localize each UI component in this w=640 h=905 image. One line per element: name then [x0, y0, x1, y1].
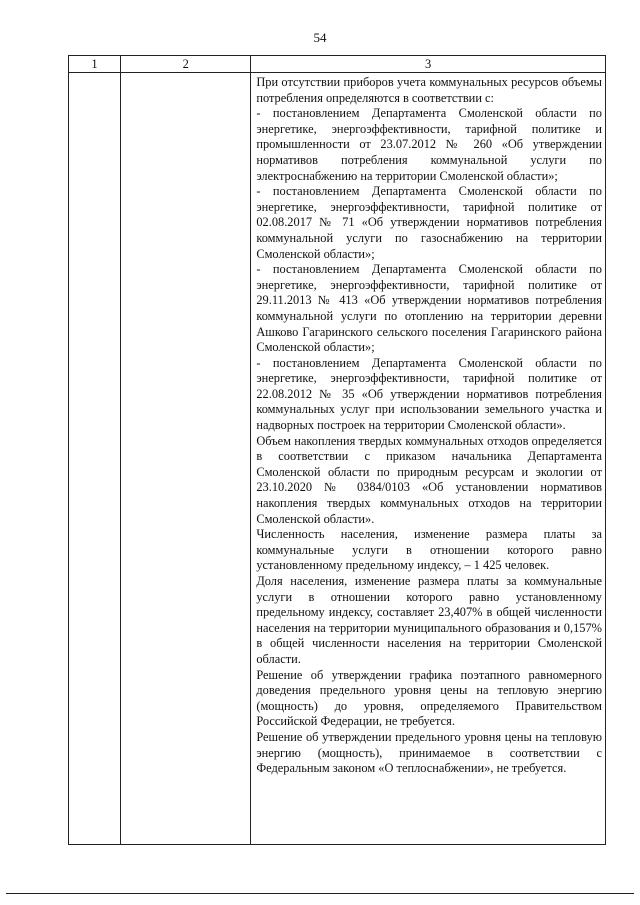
paragraph-population-share: Доля населения, изменение размера платы за коммунальные услуги в отношении которого равно установленному предельному индексу, составляет 23,407% в общей численности населения на территории муниципального образования и 0,157% в общей численности населения на территории Смоленской области. — [256, 574, 602, 666]
paragraph-heat-price-limit: Решение об утверждении предельного уровня цены на тепловую энергию (мощность), принимаемое в соответствии с Федеральным законом «О теплоснабжении», не требуется. — [256, 729, 602, 776]
table-header-row — [69, 56, 606, 73]
paragraph-gas-resolution: - постановлением Департамента Смоленской области по энергетике, энергоэффективности, тарифной политике от 02.08.2017 № 71 «Об утверждении нормативов потребления коммунальной услуги по газоснабжению на территории Смоленской области»; — [256, 184, 602, 261]
column-3-cell — [251, 73, 606, 845]
paragraph-waste-accumulation: Объем накопления твердых коммунальных отходов определяется в соответствии с приказом начальника Департамента Смоленской области по природным ресурсам и экологии от 23.10.2020 № 0384/0103 «Об установлении нормативов накопления твердых коммунальных отходов на территории Смоленской области». — [256, 433, 602, 526]
paragraph-population-count: Численность населения, изменение размера платы за коммунальные услуги в отношении которого равно установленному предельному индексу, – 1 425 человек. — [256, 527, 602, 573]
bottom-rule — [6, 893, 634, 894]
paragraph-electricity-resolution: - постановлением Департамента Смоленской области по энергетике, энергоэффективности, тарифной политике и промышленности от 23.07.2012 № 260 «Об утверждении нормативов потребления коммунальной услуги по электроснабжению на территории Смоленской области»; — [256, 106, 602, 183]
page-number: 54 — [313, 30, 327, 45]
paragraph-metering-intro: При отсутствии приборов учета коммунальных ресурсов объемы потребления определяются в соответствии с: — [256, 75, 602, 105]
column-2-cell — [121, 73, 251, 845]
paragraph-heat-price-schedule: Решение об утверждении графика поэтапного равномерного доведения предельного уровня цены на тепловую энергию (мощность) до уровня, определяемого Правительством Российской Федерации, не требуется. — [256, 667, 602, 729]
column-1-cell — [69, 73, 121, 845]
column-header-3: 3 — [251, 56, 606, 73]
column-header-2: 2 — [121, 56, 251, 73]
table-body-row — [69, 73, 606, 845]
paragraph-heating-resolution: - постановлением Департамента Смоленской области по энергетике, энергоэффективности, тарифной политике от 29.11.2013 № 413 «Об утверждении нормативов потребления коммунальной услуги по отоплению на территории деревни Ашково Гагаринского сельского поселения Гагаринского района Смоленской области»; — [256, 262, 602, 355]
column-header-1: 1 — [69, 56, 121, 73]
content-table — [68, 55, 606, 845]
paragraph-land-plot-resolution: - постановлением Департамента Смоленской области по энергетике, энергоэффективности, тарифной политике от 22.08.2012 № 35 «Об утверждении нормативов потребления коммунальных услуг при использовании земельного участка и надворных построек на территории Смоленской области». — [256, 355, 602, 433]
